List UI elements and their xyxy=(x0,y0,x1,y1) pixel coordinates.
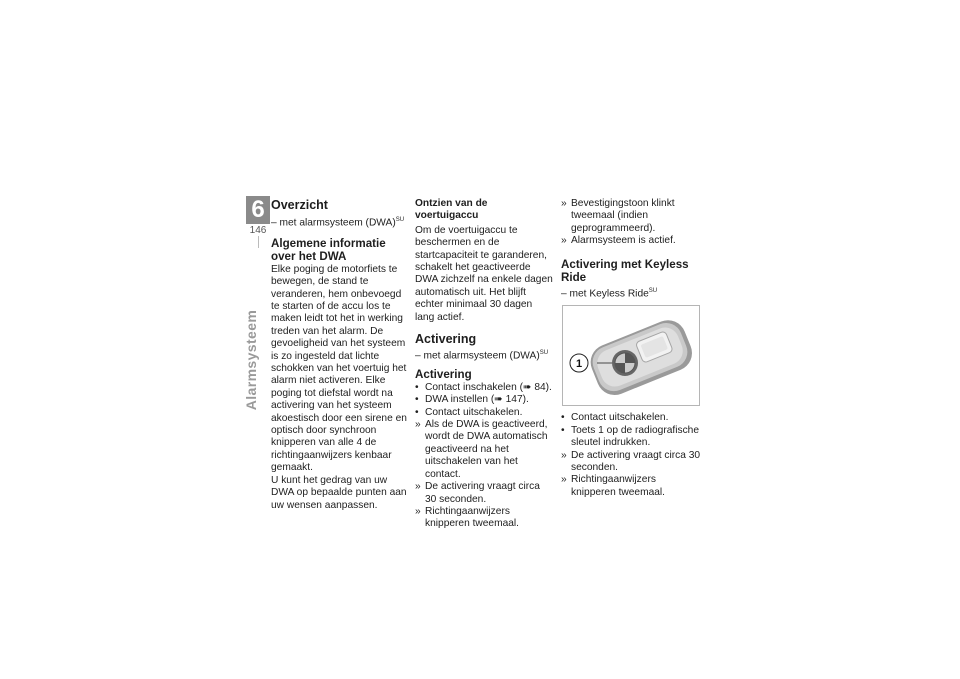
section-title: Overzicht xyxy=(271,198,328,212)
paragraph: Elke poging de motorfiets te bewegen, de stand te veranderen, hem onbevoegd te starten of de accu los te maken leidt tot het in werking treden van het alarm. De gevoeligheid van het systeem is zo ingesteld dat lichte schokken van het voertuig het alarm niet activeren. Elke poging tot diefstal wordt na activering van het systeem akoestisch door een sirene en optisch door synchroon knipperen van alle 4 de richtingaanwijzers kenbaar gemaakt. xyxy=(271,263,407,474)
chapter-number: 6 xyxy=(246,196,270,224)
list-item: » Bevestigingstoon klinkt tweemaal (indien geprogrammeerd). xyxy=(561,198,701,235)
column-3 xyxy=(561,198,701,499)
step-list xyxy=(561,198,701,248)
equipment-condition: – met alarmsysteem (DWA)$^{SU}$ xyxy=(415,350,549,362)
list-item: • Contact inschakelen (➠ 84). xyxy=(415,382,553,394)
list-item: » Alarmsysteem is actief. xyxy=(561,235,701,247)
step-list xyxy=(415,382,553,531)
list-item: » Richtingaanwijzers knipperen tweemaal. xyxy=(415,506,553,531)
subsection-title: Algemene informatie over het DWA xyxy=(271,236,386,263)
list-item: » Als de DWA is geactiveerd, wordt de DWA automatisch geactiveerd na het uitschakelen van het contact. xyxy=(415,419,553,481)
list-item: » De activering vraagt circa 30 seconden. xyxy=(561,450,701,475)
column-1 xyxy=(271,198,407,512)
paragraph: Om de voertuigaccu te beschermen en de startcapaciteit te garanderen, schakelt het geactiveerde DWA zichzelf na enkele dagen automatisch uit. Het blijft echter minimaal 30 dagen lang actief. xyxy=(415,224,553,323)
list-item: • Toets 1 op de radiografische sleutel indrukken. xyxy=(561,425,701,450)
tab-divider xyxy=(258,236,259,248)
list-item: » De activering vraagt circa 30 seconden. xyxy=(415,481,553,506)
subsection-title: Activering xyxy=(415,367,472,381)
list-item: • Contact uitschakelen. xyxy=(415,407,553,419)
list-item: • DWA instellen (➠ 147). xyxy=(415,394,553,406)
subsection-title: Activering met Keyless Ride xyxy=(561,257,689,284)
section-title: Activering xyxy=(415,332,477,347)
key-fob-figure xyxy=(562,305,700,406)
paragraph: U kunt het gedrag van uw DWA op bepaalde punten aan uw wensen aanpassen. xyxy=(271,474,407,511)
equipment-condition: – met Keyless Ride$^{SU}$ xyxy=(561,287,658,300)
page-number: 146 xyxy=(249,225,267,236)
column-2 xyxy=(415,198,553,531)
equipment-condition: – met alarmsysteem (DWA)$^{SU}$ xyxy=(271,217,405,229)
chapter-tab xyxy=(246,196,270,236)
list-item: » Richtingaanwijzers knipperen tweemaal. xyxy=(561,474,701,499)
figure-callout-label: 1 xyxy=(575,358,583,371)
step-list xyxy=(561,412,701,499)
chapter-title: Alarmsysteem xyxy=(243,309,259,411)
subheading: Ontzien van de voertuigaccu xyxy=(415,198,488,222)
key-fob-illustration xyxy=(563,306,699,405)
list-item: • Contact uitschakelen. xyxy=(561,412,701,424)
